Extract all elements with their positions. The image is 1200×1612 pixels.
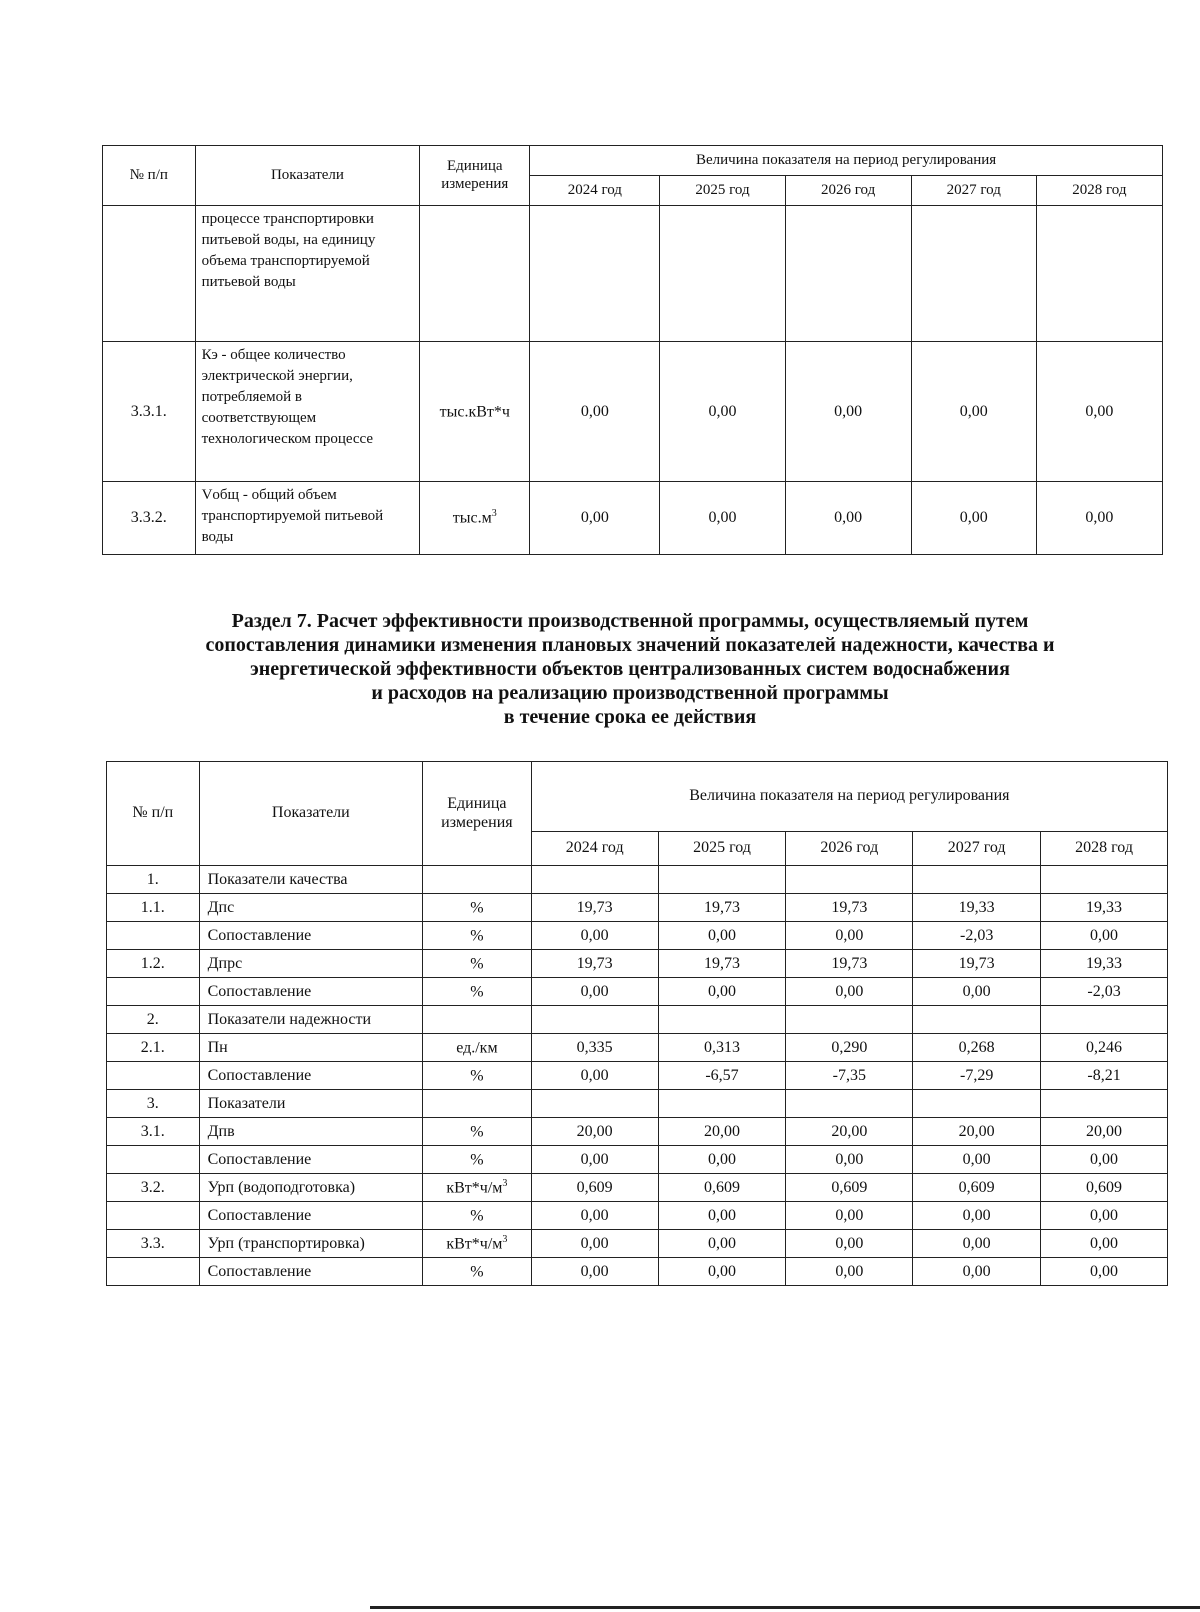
table-row	[103, 206, 1163, 342]
section-heading-line: Раздел 7. Расчет эффективности производственной программы, осуществляемый путем	[231, 610, 1029, 632]
row-number: 3.1.	[107, 1118, 200, 1146]
row-number	[107, 1146, 200, 1174]
value-cell: 0,00	[913, 1230, 1041, 1258]
row-unit: %	[423, 950, 532, 978]
value-cell: 0,00	[786, 1258, 913, 1286]
row-indicator: Показатели	[199, 1090, 422, 1118]
header-year: 2025 год	[658, 832, 786, 866]
row-unit: $кВт*ч/м^3$	[423, 1230, 532, 1258]
section-heading-line: энергетической эффективности объектов централизованных систем водоснабжения	[250, 658, 1010, 680]
value-cell	[786, 1090, 913, 1118]
row-unit	[423, 866, 532, 894]
value-cell: 19,73	[913, 950, 1041, 978]
value-cell: 0,00	[531, 1202, 658, 1230]
section-heading-line: и расходов на реализацию производственной программы	[371, 682, 889, 704]
header-year: 2024 год	[531, 832, 658, 866]
value-cell: 0,335	[531, 1034, 658, 1062]
row-unit: $кВт*ч/м^3$	[423, 1174, 532, 1202]
header-num: № п/п	[107, 762, 200, 866]
row-number	[107, 978, 200, 1006]
value-cell: 0,00	[530, 342, 660, 482]
row-number: 3.	[107, 1090, 200, 1118]
row-number: 1.	[107, 866, 200, 894]
value-cell	[531, 1090, 658, 1118]
value-cell: 0,00	[1041, 1258, 1168, 1286]
row-indicator: Сопоставление	[199, 978, 422, 1006]
value-cell: -2,03	[913, 922, 1041, 950]
row-number	[107, 1062, 200, 1090]
value-cell: 0,609	[913, 1174, 1041, 1202]
value-cell: 0,00	[1041, 922, 1168, 950]
value-cell: 19,33	[913, 894, 1041, 922]
section-heading-line: в течение срока ее действия	[503, 706, 757, 728]
table-body	[107, 866, 1168, 1286]
header-year: 2026 год	[786, 832, 913, 866]
value-cell: 19,73	[786, 950, 913, 978]
value-cell: 0,00	[658, 1258, 786, 1286]
table-continuation	[102, 145, 1163, 555]
value-cell: 0,00	[913, 1146, 1041, 1174]
row-number: 3.2.	[107, 1174, 200, 1202]
value-cell	[658, 1090, 786, 1118]
value-cell: 0,246	[1041, 1034, 1168, 1062]
value-cell	[531, 1006, 658, 1034]
value-cell: 0,313	[658, 1034, 786, 1062]
row-unit: %	[423, 1062, 532, 1090]
row-indicator: Vобщ - общий объем транспортируемой питьевой воды	[195, 482, 420, 555]
row-number: 2.1.	[107, 1034, 200, 1062]
row-indicator: Пн	[199, 1034, 422, 1062]
row-indicator: Сопоставление	[199, 1146, 422, 1174]
table-efficiency	[106, 761, 1168, 1286]
value-cell: 0,00	[658, 1202, 786, 1230]
value-cell: 19,73	[531, 950, 658, 978]
row-unit: %	[423, 1202, 532, 1230]
row-unit	[423, 1090, 532, 1118]
header-period: Величина показателя на период регулирования	[531, 762, 1167, 832]
value-cell: 0,00	[658, 1230, 786, 1258]
value-cell: 19,33	[1041, 950, 1168, 978]
value-cell: 0,609	[531, 1174, 658, 1202]
row-indicator: Урп (водоподготовка)	[199, 1174, 422, 1202]
value-cell: 20,00	[531, 1118, 658, 1146]
value-cell: -6,57	[658, 1062, 786, 1090]
row-indicator: процессе транспортировки питьевой воды, на единицу объема транспортируемой питьевой воды	[195, 206, 420, 342]
value-cell: -2,03	[1041, 978, 1168, 1006]
header-indicator: Показатели	[195, 146, 420, 206]
table-row	[103, 342, 1163, 482]
row-indicator: Показатели надежности	[199, 1006, 422, 1034]
value-cell: 19,73	[658, 950, 786, 978]
value-cell: -7,35	[786, 1062, 913, 1090]
value-cell: 20,00	[913, 1118, 1041, 1146]
row-number: 1.2.	[107, 950, 200, 978]
row-number: 1.1.	[107, 894, 200, 922]
value-cell	[786, 1006, 913, 1034]
row-unit: тыс.кВт*ч	[420, 342, 530, 482]
value-cell: 0,00	[785, 342, 911, 482]
value-cell: 19,33	[1041, 894, 1168, 922]
value-cell: 0,00	[658, 978, 786, 1006]
row-unit: %	[423, 1118, 532, 1146]
header-unit: Единица измерения	[420, 146, 530, 206]
row-indicator: Дпрс	[199, 950, 422, 978]
row-unit: %	[423, 894, 532, 922]
table-row	[107, 978, 1168, 1006]
table-row	[107, 1202, 1168, 1230]
table-row	[107, 1174, 1168, 1202]
value-cell: 0,00	[1041, 1230, 1168, 1258]
header-year: 2026 год	[785, 176, 911, 206]
value-cell: 0,00	[785, 482, 911, 555]
table-row	[107, 1062, 1168, 1090]
value-cell: 0,00	[911, 342, 1036, 482]
table-row	[107, 1230, 1168, 1258]
value-cell: 0,00	[786, 922, 913, 950]
row-number	[107, 922, 200, 950]
value-cell: 20,00	[658, 1118, 786, 1146]
row-unit: %	[423, 978, 532, 1006]
table-row	[107, 1118, 1168, 1146]
row-indicator: Дпс	[199, 894, 422, 922]
value-cell: 19,73	[786, 894, 913, 922]
value-cell: 0,00	[658, 1146, 786, 1174]
value-cell: 0,00	[786, 1202, 913, 1230]
value-cell: 0,00	[913, 1258, 1041, 1286]
value-cell: 0,00	[531, 1062, 658, 1090]
value-cell: 0,00	[531, 1258, 658, 1286]
row-indicator: Кэ - общее количество электрической энергии, потребляемой в соответствующем технологическом процессе	[195, 342, 420, 482]
row-number: 3.3.1.	[103, 342, 196, 482]
value-cell: -7,29	[913, 1062, 1041, 1090]
value-cell: 19,73	[658, 894, 786, 922]
value-cell: 0,00	[660, 342, 785, 482]
value-cell: 0,00	[530, 482, 660, 555]
value-cell	[913, 1090, 1041, 1118]
value-cell: 0,00	[786, 978, 913, 1006]
table-row	[107, 1146, 1168, 1174]
value-cell: 0,00	[1036, 342, 1162, 482]
value-cell: -8,21	[1041, 1062, 1168, 1090]
header-period: Величина показателя на период регулирования	[530, 146, 1163, 176]
value-cell: 0,00	[531, 978, 658, 1006]
table-row	[107, 1258, 1168, 1286]
row-unit: $тыс.м^3$	[420, 482, 530, 555]
header-year: 2027 год	[911, 176, 1036, 206]
value-cell: 0,00	[531, 1230, 658, 1258]
value-cell: 0,00	[658, 922, 786, 950]
row-unit: ед./км	[423, 1034, 532, 1062]
value-cell	[1041, 1090, 1168, 1118]
row-indicator: Сопоставление	[199, 1258, 422, 1286]
header-year: 2024 год	[530, 176, 660, 206]
table-row	[107, 922, 1168, 950]
row-number	[107, 1202, 200, 1230]
header-num: № п/п	[103, 146, 196, 206]
table-row	[107, 1090, 1168, 1118]
value-cell	[531, 866, 658, 894]
row-number: 2.	[107, 1006, 200, 1034]
value-cell: 0,00	[1041, 1146, 1168, 1174]
header-year: 2027 год	[913, 832, 1041, 866]
row-indicator: Сопоставление	[199, 1202, 422, 1230]
table-row	[107, 1006, 1168, 1034]
value-cell: 20,00	[1041, 1118, 1168, 1146]
section-heading	[110, 609, 1150, 729]
row-indicator: Показатели качества	[199, 866, 422, 894]
table-row	[107, 866, 1168, 894]
value-cell: 0,00	[786, 1146, 913, 1174]
value-cell	[913, 866, 1041, 894]
row-unit: %	[423, 1258, 532, 1286]
value-cell: 20,00	[786, 1118, 913, 1146]
table-row	[107, 1034, 1168, 1062]
header-year: 2028 год	[1036, 176, 1162, 206]
row-unit: %	[423, 1146, 532, 1174]
row-indicator: Дпв	[199, 1118, 422, 1146]
value-cell: 0,00	[1036, 482, 1162, 555]
value-cell: 0,290	[786, 1034, 913, 1062]
value-cell	[1041, 1006, 1168, 1034]
header-indicator: Показатели	[199, 762, 422, 866]
row-indicator: Сопоставление	[199, 922, 422, 950]
header-unit: Единица измерения	[423, 762, 532, 866]
value-cell: 0,00	[531, 1146, 658, 1174]
section-heading-line: сопоставления динамики изменения плановых значений показателей надежности, качества и	[205, 634, 1055, 656]
header-year: 2028 год	[1041, 832, 1168, 866]
value-cell	[658, 1006, 786, 1034]
table-row	[107, 894, 1168, 922]
value-cell	[913, 1006, 1041, 1034]
row-number	[107, 1258, 200, 1286]
table-row	[103, 482, 1163, 555]
value-cell: 0,268	[913, 1034, 1041, 1062]
row-indicator: Сопоставление	[199, 1062, 422, 1090]
value-cell: 0,00	[911, 482, 1036, 555]
row-unit: %	[423, 922, 532, 950]
table-row	[107, 950, 1168, 978]
header-year: 2025 год	[660, 176, 785, 206]
row-number: 3.3.	[107, 1230, 200, 1258]
page-bottom-rule	[370, 1606, 1200, 1609]
value-cell: 0,00	[913, 978, 1041, 1006]
value-cell: 19,73	[531, 894, 658, 922]
value-cell: 0,609	[658, 1174, 786, 1202]
value-cell: 0,609	[786, 1174, 913, 1202]
value-cell: 0,00	[913, 1202, 1041, 1230]
row-unit	[423, 1006, 532, 1034]
value-cell	[786, 866, 913, 894]
row-number: 3.3.2.	[103, 482, 196, 555]
value-cell	[658, 866, 786, 894]
value-cell: 0,00	[660, 482, 785, 555]
value-cell	[1041, 866, 1168, 894]
value-cell: 0,00	[786, 1230, 913, 1258]
row-indicator: Урп (транспортировка)	[199, 1230, 422, 1258]
value-cell: 0,00	[1041, 1202, 1168, 1230]
value-cell: 0,00	[531, 922, 658, 950]
value-cell: 0,609	[1041, 1174, 1168, 1202]
